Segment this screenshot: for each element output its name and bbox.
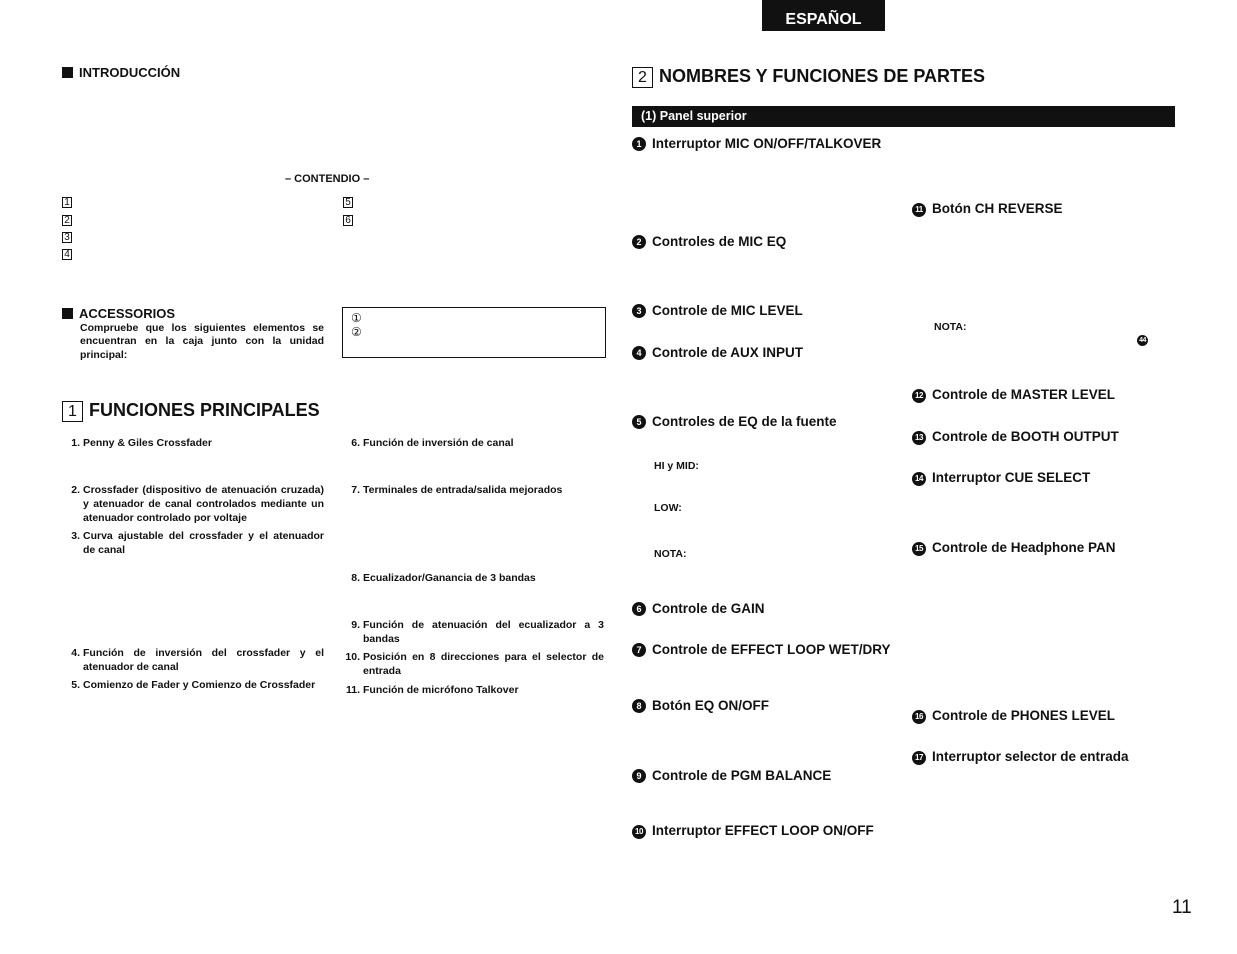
circled-number-icon: 2 xyxy=(632,235,646,249)
part-13: 13 Controle de BOOTH OUTPUT xyxy=(912,429,1119,445)
low-label: LOW: xyxy=(654,502,682,514)
part-5: 5 Controles de EQ de la fuente xyxy=(632,414,837,429)
feature-item: 1. Penny & Giles Crossfader xyxy=(71,437,212,449)
section1-heading xyxy=(62,400,320,422)
accessories-text: Compruebe que los siguientes elementos se encuentran en la caja junto con la unidad principal: xyxy=(80,322,324,361)
circled-number-icon: 12 xyxy=(912,389,926,403)
circled-number-icon: 6 xyxy=(632,602,646,616)
language-tab: ESPAÑOL xyxy=(762,0,885,31)
feature-item: 10. Posición en 8 direcciones para el selector de entrada xyxy=(345,651,604,677)
toc-number-5: 5 xyxy=(343,197,353,208)
part-12: 12 Controle de MASTER LEVEL xyxy=(912,387,1115,403)
feature-item: 9. Función de atenuación del ecualizador a 3 bandas xyxy=(351,619,604,645)
toc-number-4: 4 xyxy=(62,249,72,260)
section1-title: FUNCIONES PRINCIPALES xyxy=(89,400,320,420)
section2-heading xyxy=(632,66,985,88)
nota-label: NOTA: xyxy=(654,548,687,560)
part-6: 6 Controle de GAIN xyxy=(632,601,765,616)
part-7: 7 Controle de EFFECT LOOP WET/DRY xyxy=(632,642,891,657)
square-bullet-icon xyxy=(62,67,73,78)
accessories-heading-text: ACCESSORIOS xyxy=(79,306,176,321)
intro-heading xyxy=(62,65,180,80)
part-14: 14 Interruptor CUE SELECT xyxy=(912,470,1090,486)
page-number: 11 xyxy=(1172,897,1192,918)
circled-number-icon: 11 xyxy=(912,203,926,217)
panel-superior-bar: (1) Panel superior xyxy=(632,106,1175,127)
circled-number-icon: 14 xyxy=(912,472,926,486)
part-17: 17 Interruptor selector de entrada xyxy=(912,749,1129,765)
section1-number: 1 xyxy=(62,401,83,422)
reference-44-icon: 44 xyxy=(1137,335,1148,346)
toc-number-1: 1 xyxy=(62,197,72,208)
nota-label: NOTA: xyxy=(934,321,967,333)
part-15: 15 Controle de Headphone PAN xyxy=(912,540,1116,556)
part-3: 3 Controle de MIC LEVEL xyxy=(632,303,803,318)
circled-number-icon: 7 xyxy=(632,643,646,657)
square-bullet-icon xyxy=(62,308,73,319)
circled-number-icon: 10 xyxy=(632,825,646,839)
accessory-item-2: ② xyxy=(351,325,362,339)
part-10: 10 Interruptor EFFECT LOOP ON/OFF xyxy=(632,823,874,839)
part-8: 8 Botón EQ ON/OFF xyxy=(632,698,769,713)
circled-number-icon: 13 xyxy=(912,431,926,445)
feature-item: 7. Terminales de entrada/salida mejorados xyxy=(351,484,563,496)
feature-item: 11. Función de micrófono Talkover xyxy=(345,684,519,696)
feature-item: 4. Función de inversión del crossfader y el atenuador de canal xyxy=(71,647,324,673)
accessory-item-1: ① xyxy=(351,311,362,325)
part-11: 11 Botón CH REVERSE xyxy=(912,201,1063,217)
circled-number-icon: 16 xyxy=(912,710,926,724)
toc-number-3: 3 xyxy=(62,232,72,243)
part-4: 4 Controle de AUX INPUT xyxy=(632,345,803,360)
section2-number: 2 xyxy=(632,67,653,88)
circled-number-icon: 9 xyxy=(632,769,646,783)
feature-item: 8. Ecualizador/Ganancia de 3 bandas xyxy=(351,572,536,584)
toc-number-6: 6 xyxy=(343,215,353,226)
feature-item: 2. Crossfader (dispositivo de atenuación cruzada) y atenuador de canal controlados mediante un atenuador controlado por voltaje xyxy=(71,484,324,524)
circled-number-icon: 5 xyxy=(632,415,646,429)
part-16: 16 Controle de PHONES LEVEL xyxy=(912,708,1115,724)
section2-title: NOMBRES Y FUNCIONES DE PARTES xyxy=(659,66,986,86)
part-2: 2 Controles de MIC EQ xyxy=(632,234,786,249)
circled-number-icon: 1 xyxy=(632,137,646,151)
circled-number-icon: 3 xyxy=(632,304,646,318)
circled-number-icon: 17 xyxy=(912,751,926,765)
contents-heading: – CONTENDIO – xyxy=(285,173,370,185)
part-9: 9 Controle de PGM BALANCE xyxy=(632,768,831,783)
circled-number-icon: 4 xyxy=(632,346,646,360)
part-1: 1 Interruptor MIC ON/OFF/TALKOVER xyxy=(632,136,881,151)
accessories-heading xyxy=(62,306,175,321)
feature-item: 6. Función de inversión de canal xyxy=(351,437,514,449)
circled-number-icon: 8 xyxy=(632,699,646,713)
hi-mid-label: HI y MID: xyxy=(654,460,699,472)
feature-item: 3. Curva ajustable del crossfader y el atenuador de canal xyxy=(71,530,324,556)
intro-heading-text: INTRODUCCIÓN xyxy=(79,65,181,80)
feature-item: 5. Comienzo de Fader y Comienzo de Crossfader xyxy=(71,679,316,691)
accessories-box xyxy=(342,307,606,358)
circled-number-icon: 15 xyxy=(912,542,926,556)
toc-number-2: 2 xyxy=(62,215,72,226)
